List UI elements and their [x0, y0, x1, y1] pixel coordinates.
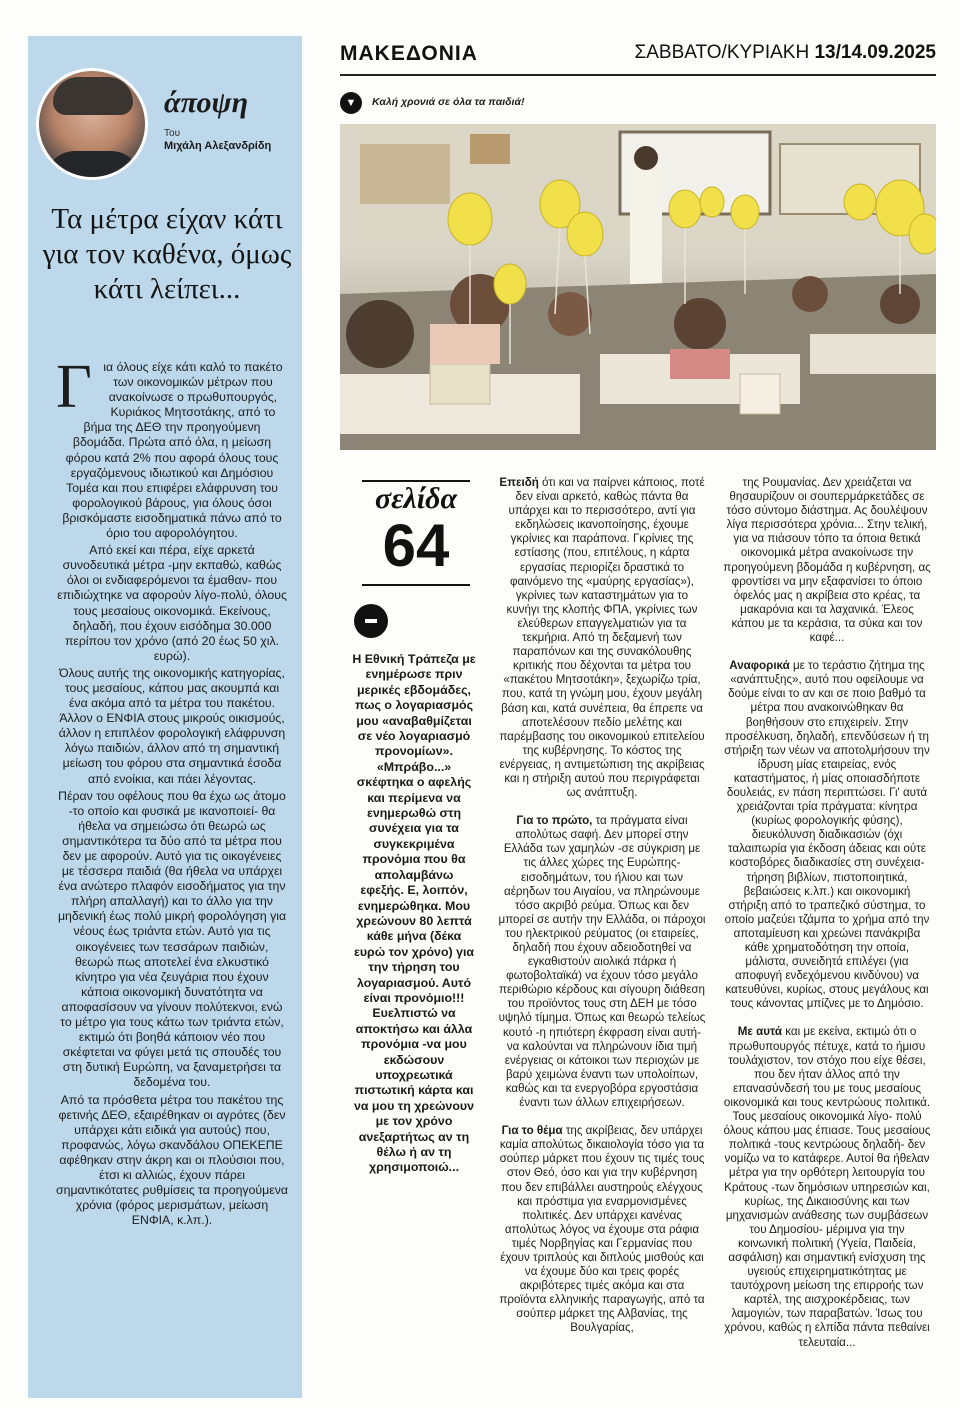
date-label: 13/14.09.2025 — [814, 42, 936, 63]
section-label: άποψη — [164, 86, 249, 119]
author-name: Μιχάλη Αλεξανδρίδη — [164, 140, 272, 152]
article-paragraph: Με αυτά και με εκείνα, εκτιμώ ότι ο πρωθυπουργός πέτυχε, κατά το ήμισυ τουλάχιστον, τον στόχο που είχε θέσει, που δεν ήταν άλλος από την επανασύνδεσή του με τους μεσαίους οικονομικά και τους κεντρώους πολιτικά. Τους μεσαίους οικονομικά λίγο- πολύ όλους κάπου μας έπιασε. Τους μεσαίους πολιτικά -τους κεντρώους δηλαδή- δεν νομίζω να το κατάφερε. Αυτοί θα ήθελαν μέτρα για την ορθότερη λειτουργία του Κράτους -των δημόσιων υπηρεσιών και, κυρίως, της Δικαιοσύνης και των μηχανισμών ανάθεσης των συμβάσεων του Δημοσίου- μέριμνα για την κοινωνική πολιτική (Υγεία, Παιδεία, ασφάλιση) και σημαντική ενίσχυση της υγειούς επιχειρηματικότητας με ταυτόχρονη μείωση της επιρροής των καρτέλ, της αισχροκέρδειας, των λαμογιών, των παραβατών. Ίσως του χρόνου, καθώς η ελπίδα πάντα πεθαίνει τελευταία... — [723, 1025, 931, 1349]
page-reference-box — [362, 480, 470, 586]
balloon — [494, 264, 526, 304]
dropcap: Γ — [56, 353, 92, 421]
day-label: ΣΑΒΒΑΤΟ/ΚΥΡΙΑΚΗ — [634, 42, 815, 63]
opinion-column — [28, 36, 302, 1398]
balloon — [669, 190, 701, 228]
balloon — [700, 187, 724, 217]
negative-note: Η Εθνική Τράπεζα με ενημέρωσε πριν μερικές εβδομάδες, πως ο λογαριασμός μου «αναβαθμίζεται σε νέο λογαριασμό προνομίων». «Μπράβο...» σκέφτηκα ο αφελής και περίμενα να ενημερωθώ στη συνέχεια για τα συγκεκριμένα προνόμια που θα απολαμβάνω εφεξής. Ε, λοιπόν, ενημερώθηκα. Μου χρεώνουν 80 λεπτά κάθε μήνα (δέκα ευρώ τον χρόνο) για την τήρηση του λογαριασμού. Αυτό είναι προνόμιο!!! Ευελπιστώ να αποκτήσω και άλλα προνόμια -να μου εκδώσουν υποχρεωτικά πιστωτική κάρτα και να μου τη χρεώνουν με τον χρόνο ανεξαρτήτως αν τη θέλω ή αν τη χρησιμοποιώ... — [352, 652, 476, 1175]
opinion-paragraph: Από εκεί και πέρα, είχε αρκετά συνοδευτικά μέτρα -μην εκπαθώ, καθώς όλοι οι ενδιαφερόμενοι τα έμαθαν- που επιδιώχτηκε να αφορούν λίγο-πολύ, όλους τους μεσαίους οικονομικά. Εκείνους, δηλαδή, που έχουν εισόδημα 30.000 περίπου τον χρόνο (από 20 έως 50 χιλ. ευρώ). — [57, 543, 287, 663]
balloon — [448, 193, 492, 245]
opinion-paragraph: Για όλους είχε κάτι καλό το πακέτο των οικονομικών μέτρων που ανακοίνωσε ο πρωθυπουργός, Κυριάκος Μητσοτάκης, από το βήμα της ΔΕΘ την προηγούμενη βδομάδα. Πρώτα από όλα, η μείωση φόρου κατά 2% που αφορά όλους τους εργαζόμενους ιδιωτικού και Δημόσιου Τομέα και που επιφέρει ελάφρυνση του φορολογικού βάρους, για όλους όσοι βρισκόμαστε εισοδηματικά πάνω από το όριο του αφορολόγητου. — [56, 353, 283, 541]
balloon — [909, 214, 936, 254]
opinion-body — [56, 353, 288, 1230]
opinion-headline: Τα μέτρα είχαν κάτι για τον καθένα, όμως κάτι λείπει... — [42, 203, 292, 305]
minus-icon — [354, 604, 388, 638]
author-photo — [36, 68, 148, 180]
article-paragraph: της Ρουμανίας. Δεν χρειάζεται να θησαυρίζουν οι σουπερμάρκετάδες σε τόσο σύντομο διάστημα. Ας δουλέψουν λίγα περισσότερα χρόνια... Στην τελική, για να πιάσουν τόπο τα όποια θετικά οικονομικά μέτρα ανακοίνωσε την προηγούμενη βδομάδα η κυβέρνηση, ας φροντίσει να μην εξαφανίσει το όποιο όφελός μας η ακρίβεια στο κρέας, τα μακαρόνια και τα λαχανικά. Έλεος κάπου με τα κεράσια, τα σύκα και τον καφέ... — [723, 476, 931, 645]
paper-name: ΜΑΚΕΔΟΝΙΑ — [340, 42, 478, 65]
classroom-illustration — [340, 124, 936, 450]
triangle-down-icon: ▼ — [340, 92, 362, 114]
opinion-paragraph: Πέραν του οφέλους που θα έχω ως άτομο -το οποίο και φυσικά με ικανοποιεί- θα ήθελα να σημειώσω ότι θεωρώ ως σημαντικότερα τα δύο από τα μέτρα που δεν με αφορούν. Αυτό για τις οικογένειες με τέσσερα παιδιά (θα ήθελα να υπάρχει ένα ανώτερο πλαφόν εισοδήματος για την πλήρη απαλλαγή) και το άλλο για την μηδενική έως πολύ μικρή φορολόγηση για νέους έως τριάντα ετών. Αυτό για τις οικογένειες των τεσσάρων παιδιών, θεωρώ πως αποτελεί ένα ελκυστικό κίνητρο για νέα ζευγάρια που έχουν κάποια οικονομική δυνατότητα να αποφασίσουν να γίνουν πολύτεκνοι, ενώ το μέτρο για τους κάτω των τριάντα ετών, εκτιμώ ότι βοηθά κάποιον νέο που σκέφτεται να φύγει μετά τις σπουδές του στη δυτική Ευρώπη, να ξαναμετρήσει τα δεδομένα του. — [57, 788, 287, 1090]
article-paragraph: Αναφορικά με το τεράστιο ζήτημα της «ανάπτυξης», αυτό που οφείλουμε να δούμε είναι το αν και σε ποιο βαθμό τα μέτρα που ανακοινώθηκαν θα βοηθήσουν στο επιχειρείν. Στην προσέλκυση, δηλαδή, επενδύσεων ή τη στήριξη των νέων να αποτολμήσουν την ίδρυση μίας εταιρείας, ενός καταστήματος, ή μίας οποιασδήποτε δουλειάς, εν πάση περιπτώσει. Γι' αυτά χρειάζονται τρία πράγματα: κίνητρα (κυρίως φορολογικής φύσης), διευκόλυνση διαδικασιών (όχι ταλαιπωρία για έκδοση άδειας και ούτε κοστοβόρες διαδικασίες στη συνέχεια-τήρηση βιβλίων, πιστοποιητικά, βεβαιώσεις κ.λπ.) και οικονομική στήριξη από το τραπεζικό σύστημα, το οποίο μαζεύει τζάμπα το χρήμα από την αποταμίευση και χρεώνει πανάκριβα κάθε χρηματοδότηση την οποία, μάλιστα, συνειδητά επιλέγει (για αποφυγή ενδεχόμενου κινδύνου) να κατευθύνει, κυρίως, στους μεγάλους και τους κάνοντας μπίζνες με το Δημόσιο. — [724, 659, 930, 1011]
page-word: σελίδα — [374, 482, 458, 515]
opinion-paragraph: Όλους αυτής της οικονομικής κατηγορίας, τους μεσαίους, κάπου μας ακουμπά και ένα ακόμα από τα μέτρα του πακέτου. Άλλον ο ΕΝΦΙΑ στους μικρούς οικισμούς, άλλον η επιπλέον φορολογική ελάφρυνση λόγω παιδιών, άλλον από τη σημαντική μείωση του φόρου στα σημαντικά έσοδα από ενοίκια, και πάει λέγοντας. — [58, 665, 286, 786]
opinion-paragraph: Από τα πρόσθετα μέτρα του πακέτου της φετινής ΔΕΘ, εξαιρέθηκαν οι αγρότες (δεν υπάρχει κάτι ειδικά για αυτούς) που, προφανώς, λόγω σκανδάλου ΟΠΕΚΕΠΕ αφέθηκαν στην άκρη και οι πλούσιοι που, έτσι κι αλλιώς, έχουν πάρει σημαντικότατες ρυθμίσεις τα προηγούμενα χρόνια (φόρος μερισμάτων, μείωση ΕΝΦΙΑ, κ.λπ.). — [56, 1092, 288, 1228]
masthead — [340, 40, 936, 76]
article-column-2 — [498, 476, 706, 1350]
article-paragraph: Για το πρώτο, τα πράγματα είναι απολύτως σαφή. Δεν μπορεί στην Ελλάδα των χαμηλών -σε σύγκριση με τις άλλες χώρες της Ευρώπης- εισοδημάτων, του ήλιου και των αέρηδων του Αιγαίου, να πληρώνουμε τόσο ακριβό ρεύμα. Όπως και δεν μπορεί σε αυτήν την Ελλάδα, οι πάροχοι του ηλεκτρικού ρεύματος (οι εταιρείες, δηλαδή που έχουν αδειοδοτηθεί να εγκαθιστούν αιολικά πάρκα ή φωτοβολταϊκά) να έχουν τόσο μεγάλο περιθώριο κέρδους και σίγουρη διάθεση του προϊόντος τους στη ΔΕΗ με τόσο υψηλό τίμημα. Όπως και θεωρώ τελείως κουτό -η ηπιότερη έκφραση είναι αυτή- να καλούνται να πληρώνουν ίδια τιμή ενέργειας οι κάτοικοι των περιοχών με βαρύ χειμώνα έναντι των υπολοίπων, καθώς και τα ενεργοβόρα εργοστάσια έναντι των άλλων επιχειρήσεων. — [498, 814, 706, 1110]
by-label: Του — [164, 128, 181, 139]
balloon — [844, 184, 876, 220]
article-paragraph: Για το θέμα της ακρίβειας, δεν υπάρχει καμία απολύτως δικαιολογία τόσο για τα σούπερ μάρκετ που έχουν τις τιμές τους στον Θεό, όσο και για την κυβέρνηση που δεν επιβάλλει αυστηρούς ελέγχους και πρόστιμα για εναρμονισμένες πολιτικές. Δεν υπάρχει κανένας απολύτως λόγος να έχουμε στα ράφια τιμές Νορβηγίας και Γερμανίας που έχουν τριπλούς και διπλούς μισθούς και να έχουμε δύο και τρεις φορές ακριβότερες τιμές ακόμα και στα προϊόντα ελληνικής παραγωγής, από τα σούπερ μάρκετ της Αλβανίας, της Βουλγαρίας, — [499, 1124, 705, 1335]
balloon — [567, 212, 603, 256]
balloon — [731, 195, 759, 229]
article-paragraph: Επειδή ότι και να παίρνει κάποιος, ποτέ δεν είναι αρκετό, καθώς πάντα θα υπάρχει και το περισσότερο, αντί για εκδηλώσεις ικανοποίησης, έχουμε γκρίνιες και παράπονα. Γκρίνιες της εστίασης (που, επιτέλους, η κάρτα εργασίας περιορίζει δραστικά το φαινόμενο της «μαύρης εργασίας»), γκρίνιες των καταστημάτων για το κυνήγι της κλοπής ΦΠΑ, γκρίνιες των ελεύθερων επαγγελματιών για τα τεκμήρια. Από τη δεξαμενή των παραπόνων και της συνακόλουθης κριτικής που δέχονται τα μέτρα του «πακέτου Μητσοτάκη», ξεχωρίζω τρία, που, κατά τη γνώμη μου, έχουν μεγάλη βάση και, κατά συνέπεια, θα έπρεπε να αποτελέσουν πεδίο μελέτης και παρέμβασης του οικονομικού επιτελείου της κυβέρνησης. Το κόστος της ενέργειας, η αντιμετώπιση της ακρίβειας και η στήριξη αυτού που περιγράφεται ως ανάπτυξη. — [499, 476, 705, 800]
article-column-3 — [723, 476, 931, 1364]
classroom-photo — [340, 124, 936, 450]
issue-date — [634, 42, 936, 64]
photo-caption: Καλή χρονιά σε όλα τα παιδιά! — [372, 96, 525, 108]
page-number: 64 — [382, 512, 450, 579]
